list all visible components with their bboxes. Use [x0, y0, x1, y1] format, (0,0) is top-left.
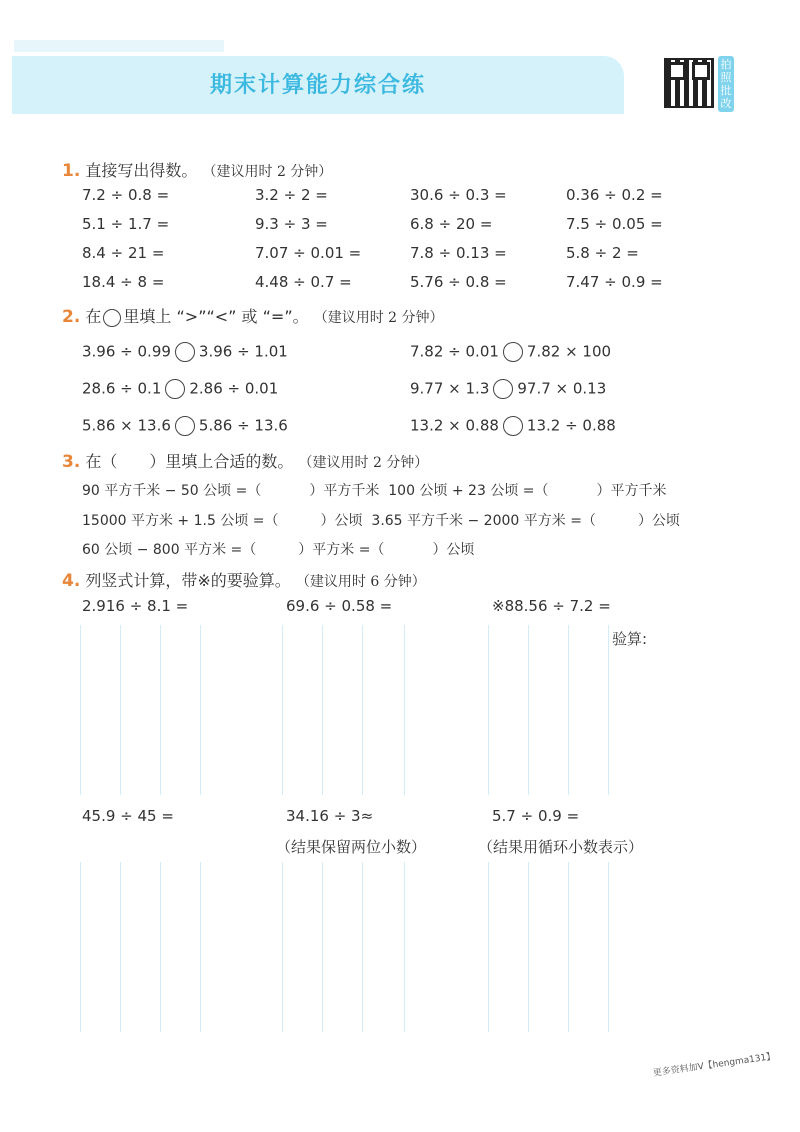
q3-text-segment: 90 平方千米 − 50 公顷 =（: [82, 483, 262, 499]
q3-text-segment: 3.65 平方千米 − 2000 平方米 =（: [371, 513, 596, 529]
grid-line: [404, 625, 405, 795]
q2-hint: （建议用时 2 分钟）: [313, 310, 444, 326]
q2-text-b: 里填上 “>”“<” 或 “=”。: [123, 307, 309, 326]
header-top-strip: [14, 40, 224, 52]
grid-line: [120, 625, 121, 795]
q1-item: 7.5 ÷ 0.05 =: [566, 215, 663, 233]
compare-circle-input[interactable]: [503, 416, 523, 436]
compare-circle-input[interactable]: [493, 379, 513, 399]
q1-item: 7.47 ÷ 0.9 =: [566, 273, 663, 291]
grid-line: [282, 625, 283, 795]
grid-line: [568, 625, 569, 795]
grid-line: [160, 625, 161, 795]
q3-text-segment: ）公顷: [320, 513, 363, 529]
grid-line: [404, 862, 405, 1032]
q4-problem: 69.6 ÷ 0.58 =: [286, 597, 393, 615]
q1-item: 4.48 ÷ 0.7 =: [255, 273, 352, 291]
q2-item: [82, 379, 278, 399]
q2-item: [410, 379, 606, 399]
q2-right-expr: 3.96 ÷ 1.01: [198, 342, 288, 361]
q3-text-segment: ）公顷: [637, 513, 680, 529]
q3-text-segment: ）平方千米: [596, 483, 667, 499]
grid-line: [608, 625, 609, 795]
footer-note: 更多资料加V【hengma131】: [652, 1051, 776, 1079]
q1-item: 8.4 ÷ 21 =: [82, 244, 165, 262]
grid-line: [160, 862, 161, 1032]
grid-line: [568, 862, 569, 1032]
q2-right-expr: 5.86 ÷ 13.6: [198, 416, 288, 435]
qr-code-icon[interactable]: [664, 58, 714, 108]
compare-circle-input[interactable]: [165, 379, 185, 399]
q2-number: 2.: [62, 307, 81, 327]
q2-item: [82, 416, 288, 436]
q1-item: 5.1 ÷ 1.7 =: [82, 215, 170, 233]
q2-item: [82, 342, 288, 362]
grid-line: [200, 625, 201, 795]
q1-item: 18.4 ÷ 8 =: [82, 273, 165, 291]
q1-item: 6.8 ÷ 20 =: [410, 215, 493, 233]
q2-item: [410, 416, 616, 436]
q1-number: 1.: [62, 161, 81, 181]
grid-line: [528, 625, 529, 795]
q3-line-3: [82, 539, 474, 559]
grid-line: [200, 862, 201, 1032]
q1-item: 7.2 ÷ 0.8 =: [82, 186, 170, 204]
q3-text-segment: ）公顷: [432, 542, 475, 558]
q3-text-segment: ）平方米 =（: [298, 542, 385, 558]
q2-item: [410, 342, 611, 362]
q4-text: 列竖式计算，带※的要验算。: [85, 571, 291, 590]
q2-right-expr: 2.86 ÷ 0.01: [189, 379, 279, 398]
q1-hint: （建议用时 2 分钟）: [202, 164, 333, 180]
page-title: 期末计算能力综合练: [209, 73, 426, 98]
q3-line-2: [82, 510, 680, 530]
q3-line-1: [82, 480, 667, 500]
q3-text-segment: 15000 平方米 + 1.5 公顷 =（: [82, 513, 279, 529]
q4-problem: 45.9 ÷ 45 =: [82, 807, 174, 825]
q2-left-expr: 9.77 × 1.3: [410, 379, 490, 398]
q1-item: 5.8 ÷ 2 =: [566, 244, 639, 262]
q2-left-expr: 7.82 ÷ 0.01: [410, 342, 499, 361]
q3-text: 在（ ）里填上合适的数。: [85, 452, 294, 471]
q3-text-segment: ）平方千米: [309, 483, 380, 499]
compare-circle-input[interactable]: [503, 342, 523, 362]
grid-line: [80, 625, 81, 795]
grid-line: [362, 862, 363, 1032]
circle-icon: [103, 309, 121, 327]
q2-right-expr: 97.7 × 0.13: [517, 379, 607, 398]
q3-hint: （建议用时 2 分钟）: [298, 455, 429, 471]
q4-number: 4.: [62, 571, 81, 591]
q1-item: 7.07 ÷ 0.01 =: [255, 244, 362, 262]
q1-item: 30.6 ÷ 0.3 =: [410, 186, 507, 204]
q1-item: 3.2 ÷ 2 =: [255, 186, 328, 204]
q3-text-segment: 100 公顷 + 23 公顷 =（: [388, 483, 549, 499]
grid-line: [488, 862, 489, 1032]
compare-circle-input[interactable]: [175, 342, 195, 362]
q4-problem: 2.916 ÷ 8.1 =: [82, 597, 189, 615]
q2-text-a: 在: [85, 307, 102, 326]
grid-line: [322, 862, 323, 1032]
q1-item: 9.3 ÷ 3 =: [255, 215, 328, 233]
q1-item: 0.36 ÷ 0.2 =: [566, 186, 663, 204]
q2-left-expr: 28.6 ÷ 0.1: [82, 379, 162, 398]
q1-text: 直接写出得数。: [85, 161, 198, 180]
q2-left-expr: 5.86 × 13.6: [82, 416, 171, 435]
q2-right-expr: 7.82 × 100: [526, 342, 612, 361]
q4-hint: （建议用时 6 分钟）: [295, 574, 426, 590]
q2-left-expr: 13.2 × 0.88: [410, 416, 499, 435]
title-banner: [12, 56, 624, 114]
grid-line: [322, 625, 323, 795]
check-label: 验算:: [612, 630, 648, 648]
compare-circle-input[interactable]: [175, 416, 195, 436]
q2-right-expr: 13.2 ÷ 0.88: [526, 416, 616, 435]
grid-line: [528, 862, 529, 1032]
q3-text-segment: 60 公顷 − 800 平方米 =（: [82, 542, 257, 558]
grid-line: [362, 625, 363, 795]
q2-left-expr: 3.96 ÷ 0.99: [82, 342, 171, 361]
q1-item: 5.76 ÷ 0.8 =: [410, 273, 507, 291]
q3-heading: [62, 449, 428, 472]
grid-line: [282, 862, 283, 1032]
q1-heading: [62, 158, 332, 181]
q2-heading: [62, 304, 444, 327]
q4-problem: 34.16 ÷ 3≈: [286, 807, 374, 825]
q1-item: 7.8 ÷ 0.13 =: [410, 244, 507, 262]
q4-problem: ※88.56 ÷ 7.2 =: [492, 597, 611, 615]
q4-problem: 5.7 ÷ 0.9 =: [492, 807, 580, 825]
grid-line: [608, 862, 609, 1032]
qr-tag-label: 拍照批改: [718, 56, 734, 112]
grid-line: [488, 625, 489, 795]
q3-number: 3.: [62, 452, 81, 472]
q4-heading: [62, 568, 426, 591]
grid-line: [80, 862, 81, 1032]
q4-note: （结果用循环小数表示）: [478, 838, 644, 856]
q4-note: （结果保留两位小数）: [276, 838, 427, 856]
grid-line: [120, 862, 121, 1032]
